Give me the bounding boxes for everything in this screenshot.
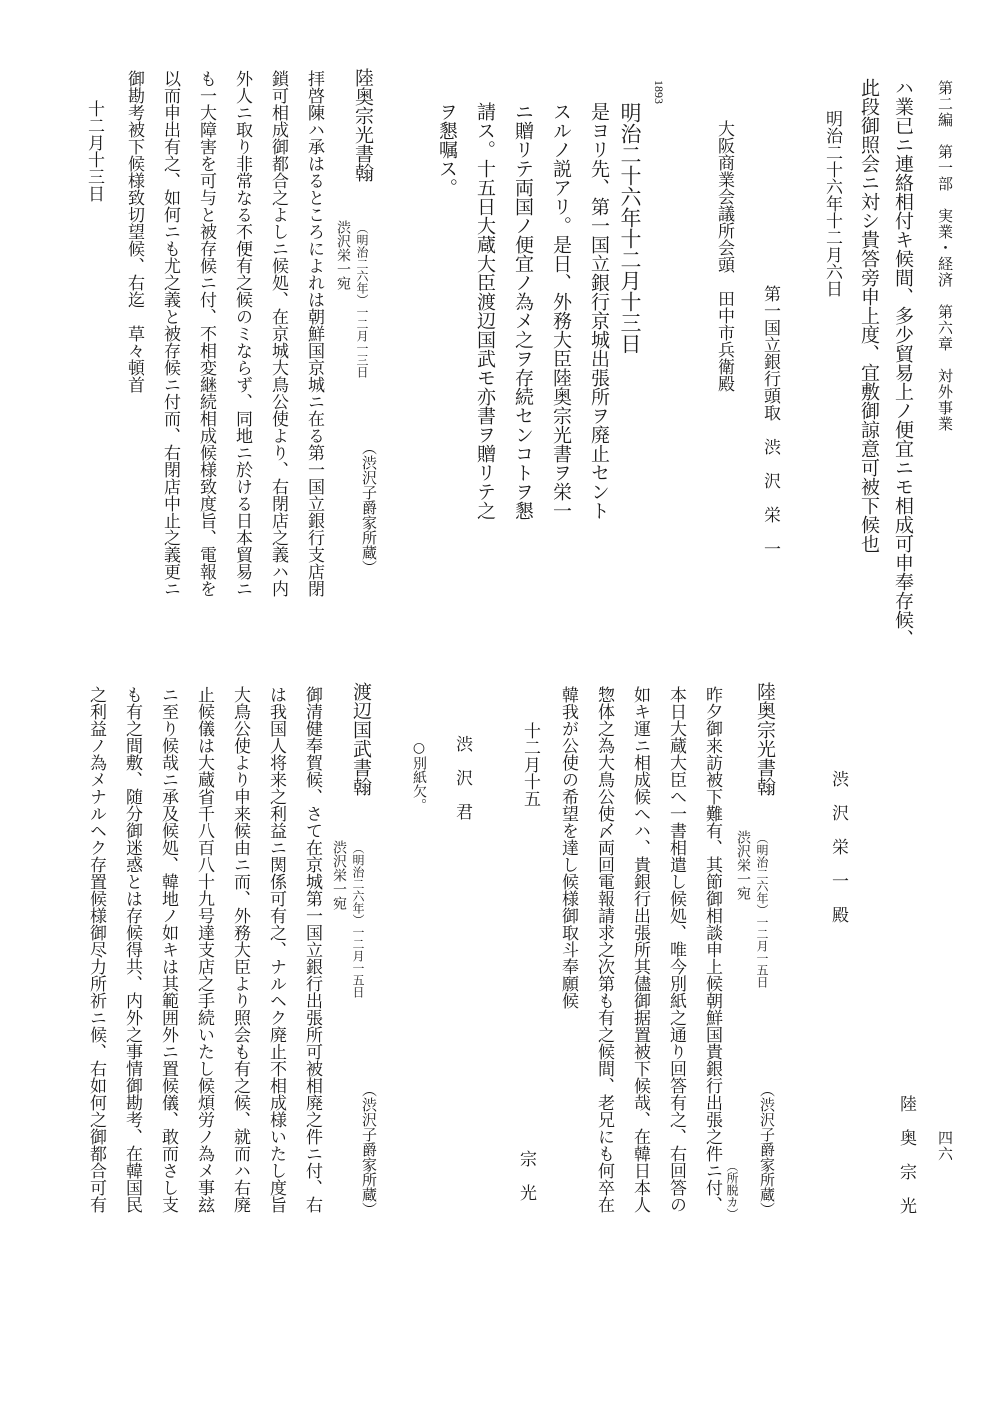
letter-line: 如キ運ニ相成候へハ、貴銀行出張所其儘御据置被下候哉、在韓日本人 bbox=[630, 686, 650, 1213]
letter-line: 御清健奉賀候、さて在京城第一国立銀行出張所可被相廃之件ニ付、右 bbox=[302, 686, 322, 1213]
letter-to: 渋 沢 君 bbox=[452, 735, 472, 820]
letter-line: 韓我が公使の希望を達し候様御取斗奉願候 bbox=[558, 686, 578, 1009]
letter-sign: 宗 光 bbox=[516, 1150, 536, 1201]
betsushi-note: ○別紙欠。 bbox=[411, 740, 427, 812]
source-note: （渋沢子爵家所蔵） bbox=[360, 440, 378, 575]
entry-line: ヲ懇嘱ス。 bbox=[436, 102, 458, 197]
entry-line: 是ヨリ先、第一国立銀行京城出張所ヲ廃止セント bbox=[588, 102, 610, 520]
source-note: （渋沢子爵家所蔵） bbox=[360, 1082, 378, 1217]
letter-title: 陸奥宗光書翰 bbox=[352, 68, 374, 182]
letter-recipient: 渋沢栄一宛 bbox=[735, 830, 751, 900]
letter-line: 之利益ノ為メナルヘク存置候様御尽力所祈ニ候、右如何之御都合可有 bbox=[86, 686, 106, 1213]
letter-line: 止候儀は大蔵省千八百八十九号達支店之手続いたし候煩労ノ為メ事玆 bbox=[194, 686, 214, 1213]
letter-close-date: 十二月十三日 bbox=[84, 100, 104, 202]
source-note: （渋沢子爵家所蔵） bbox=[758, 1082, 776, 1217]
entry-line: スルノ説アリ。是日、外務大臣陸奥宗光書ヲ栄一 bbox=[550, 102, 572, 520]
letter-line: 大鳥公使より申来候由ニ而、外務大臣より照会も有之候、就而ハ右廃 bbox=[230, 686, 250, 1213]
letter-line: 鎖可相成御都合之よしニ候処、在京城大鳥公使より、右閉店之義ハ内 bbox=[268, 70, 288, 597]
editor-note: （所脱カ） bbox=[725, 1160, 739, 1220]
letter-line: 以而申出有之、如何ニも尤之義と被存候ニ付而、右閉店中止之義更ニ bbox=[160, 70, 180, 597]
letter-line: 拝啓陳ハ承はるところによれは朝鮮国京城ニ在る第一国立銀行支店閉 bbox=[304, 70, 324, 597]
letter-line: ニ至り候哉ニ承及候処、韓地ノ如キは其範囲外ニ置候儀、敢而さし支 bbox=[158, 686, 178, 1213]
letter-line: 外人ニ取り非常なる不便有之候のミならず、同地ニ於ける日本貿易ニ bbox=[232, 70, 252, 597]
letter-title: 渡辺国武書翰 bbox=[350, 682, 372, 796]
letter-line: も一大障害を可与と被存候ニ付、不相変継続相成候様致度旨、電報を bbox=[196, 70, 216, 597]
letter-line: は我国人将来之利益ニ関係可有之、ナルヘク廃止不相成様いたし度旨 bbox=[266, 686, 286, 1213]
letter-title: 陸奥宗光書翰 bbox=[754, 682, 776, 796]
entry-line: 請ス。十五日大蔵大臣渡辺国武モ亦書ヲ贈リテ之 bbox=[474, 102, 496, 520]
letter-line: 本日大蔵大臣へ一書相遣し候処、唯今別紙之通り回答有之、右回答の bbox=[666, 686, 686, 1213]
letter-line: 昨夕御来訪被下難有、其節御相談申上候朝鮮国貴銀行出張之件ニ付、 bbox=[702, 686, 722, 1213]
letter-line: 惣体之為大鳥公使〆両回電報請求之次第も有之候間、老兄にも何卒在 bbox=[594, 686, 614, 1213]
continuation-line: ハ業已ニ連絡相付キ候間、多少貿易上ノ便宜ニモ相成可申奉存候、 bbox=[892, 78, 914, 648]
signature-sender: 陸 奥 宗 光 bbox=[896, 1095, 916, 1214]
running-title: 第二編 第一部 実業・経済 第六章 対外事業 bbox=[936, 80, 954, 432]
continuation-line: 此段御照会ニ対シ貴答旁申上度、宜敷御諒意可被下候也 bbox=[858, 78, 880, 553]
letter-recipient: 渋沢栄一宛 bbox=[335, 220, 351, 290]
addressee: 大阪商業会議所会頭 田中市兵衛殿 bbox=[714, 120, 734, 392]
letter-date-note: （明治二六年）一二月一三日 bbox=[355, 222, 369, 378]
marginal-year: 1893 bbox=[652, 80, 666, 104]
letter-date-note: （明治二六年）一二月一五日 bbox=[755, 832, 769, 988]
letter-date-note: （明治二六年）一二月一五日 bbox=[351, 842, 365, 998]
letter-line: も有之間敷、随分御迷惑とは存候得共、内外之事情御勘考、在韓国民 bbox=[122, 686, 142, 1213]
letter-line: 御勘考被下候様致切望候、右迄 草々頓首 bbox=[124, 70, 144, 393]
signature-recipient: 渋 沢 栄 一 殿 bbox=[828, 770, 848, 923]
page-number: 四六 bbox=[936, 1130, 954, 1162]
letter-date: 明治二十六年十二月六日 bbox=[822, 110, 842, 297]
letter-close-date: 十二月十五 bbox=[520, 722, 540, 807]
letter-recipient: 渋沢栄一宛 bbox=[331, 840, 347, 910]
entry-date-heading: 明治二十六年十二月十三日 bbox=[618, 102, 642, 354]
sender-signature: 第一国立銀行頭取 渋 沢 栄 一 bbox=[760, 285, 780, 557]
entry-line: ニ贈リテ両国ノ便宜ノ為メ之ヲ存続センコトヲ懇 bbox=[512, 102, 534, 520]
